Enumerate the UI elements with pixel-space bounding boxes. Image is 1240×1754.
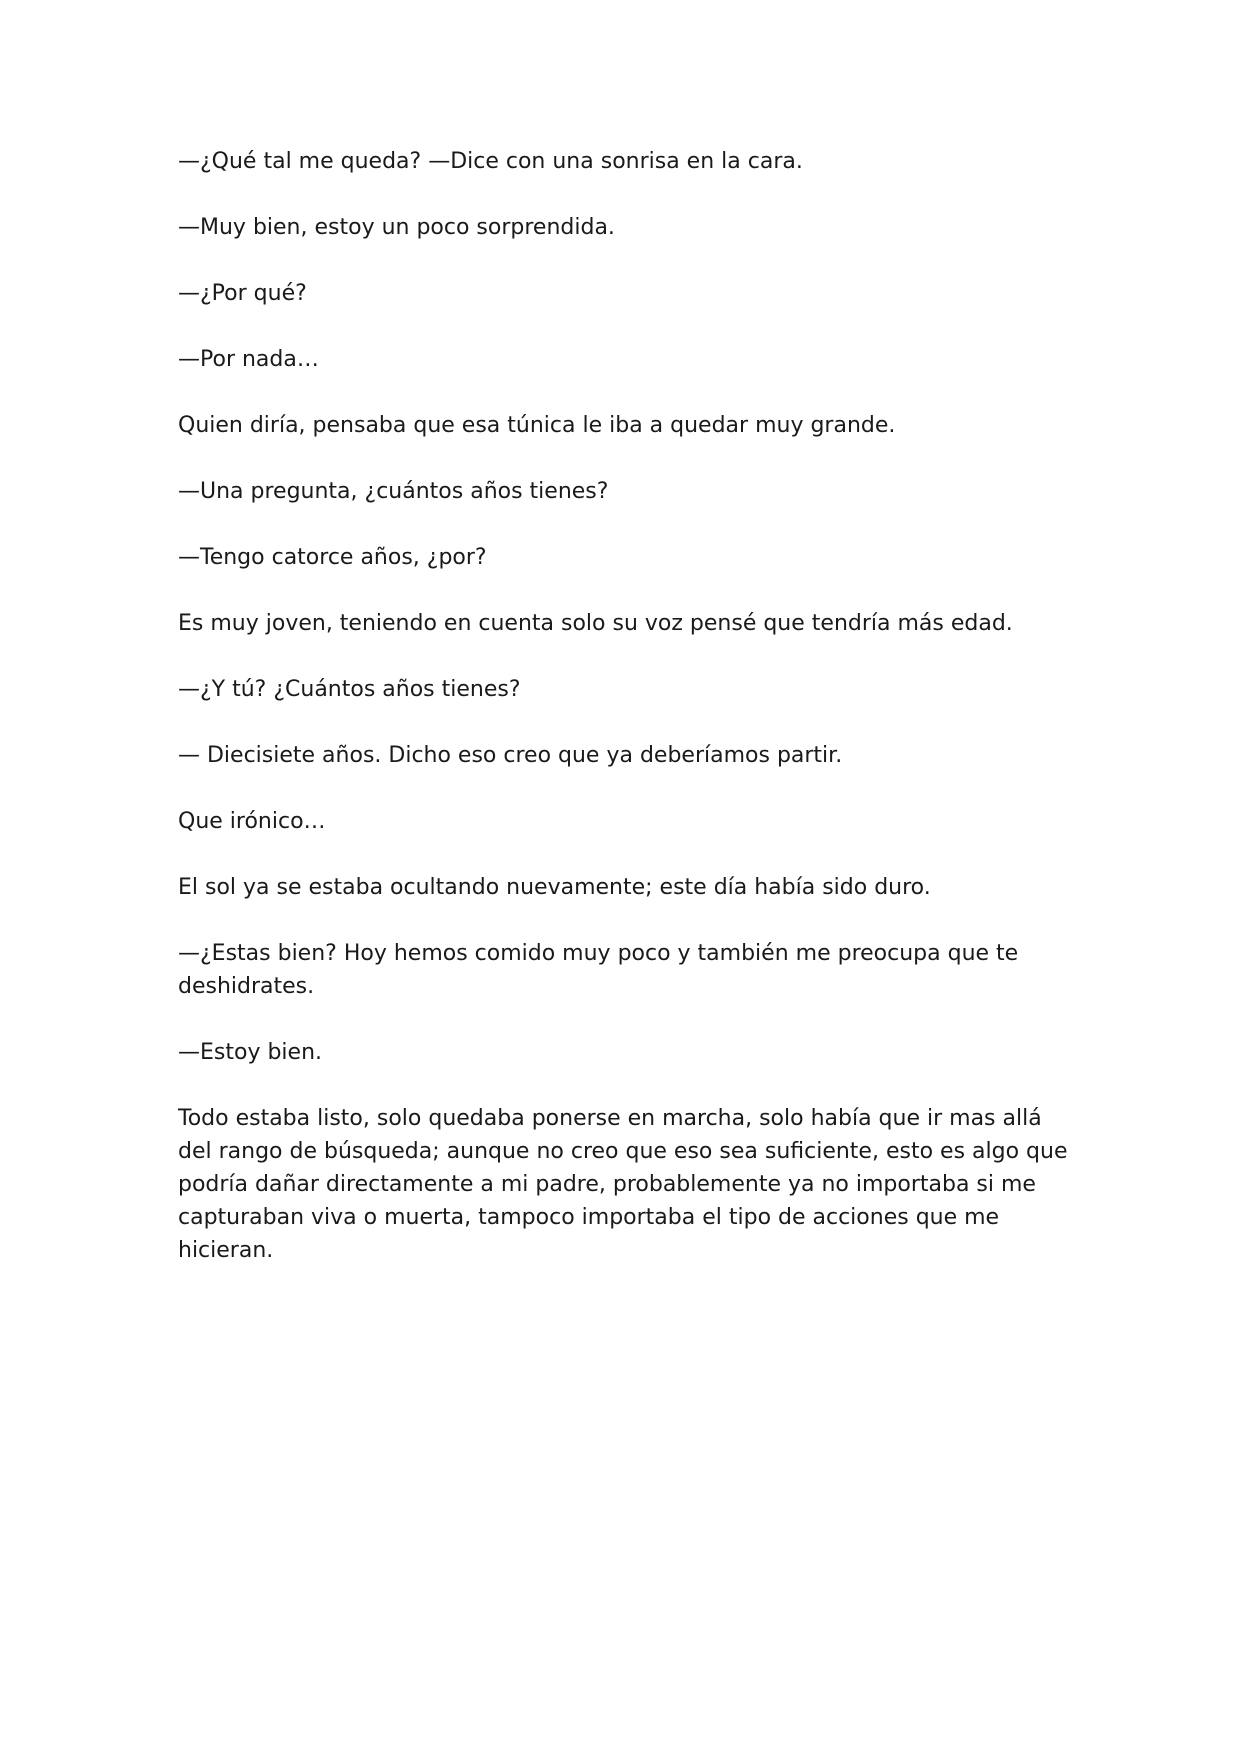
- paragraph: —Una pregunta, ¿cuántos años tienes?: [178, 479, 609, 504]
- paragraph: —Muy bien, estoy un poco sorprendida.: [178, 215, 615, 240]
- paragraph: Todo estaba listo, solo quedaba ponerse en marcha, solo había que ir mas allá del rango de búsqueda; aunque no creo que eso sea suficiente, esto es algo que podría dañar directamente a mi padre, probablemente ya no importaba si me capturaban viva o muerta, tampoco importaba el tipo de acciones que me hicieran.: [178, 1106, 1068, 1263]
- paragraph: — Diecisiete años. Dicho eso creo que ya deberíamos partir.: [178, 743, 843, 768]
- paragraph: —¿Qué tal me queda? —Dice con una sonrisa en la cara.: [178, 149, 803, 174]
- paragraph: —Estoy bien.: [178, 1040, 323, 1065]
- paragraph: Quien diría, pensaba que esa túnica le iba a quedar muy grande.: [178, 413, 896, 438]
- body-text: [178, 145, 1070, 1267]
- paragraph: —¿Por qué?: [178, 281, 307, 306]
- paragraph: —Tengo catorce años, ¿por?: [178, 545, 487, 570]
- paragraph: Es muy joven, teniendo en cuenta solo su voz pensé que tendría más edad.: [178, 611, 1013, 636]
- paragraph: —¿Y tú? ¿Cuántos años tienes?: [178, 677, 521, 702]
- paragraph: —¿Estas bien? Hoy hemos comido muy poco y también me preocupa que te deshidrates.: [178, 941, 1019, 999]
- paragraph: El sol ya se estaba ocultando nuevamente; este día había sido duro.: [178, 875, 931, 900]
- paragraph: Que irónico…: [178, 809, 326, 834]
- paragraph: —Por nada…: [178, 347, 319, 372]
